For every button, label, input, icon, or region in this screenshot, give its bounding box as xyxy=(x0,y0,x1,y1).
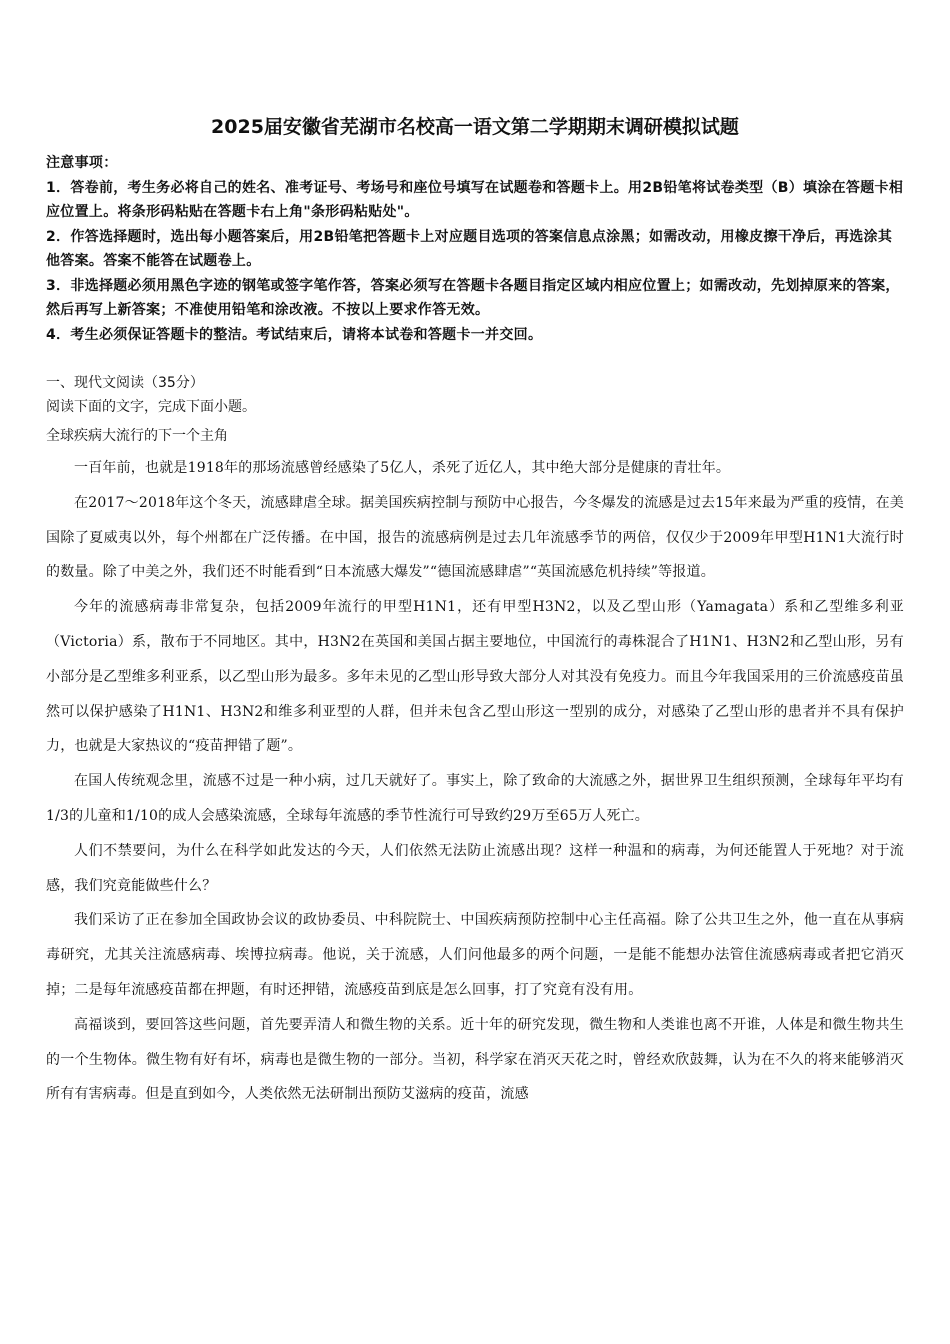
notice-block xyxy=(46,151,904,347)
article-paragraph: 在2017～2018年这个冬天，流感肆虐全球。据美国疾病控制与预防中心报告，今冬爆发的流感是过去15年来最为严重的疫情，在美国除了夏威夷以外，每个州都在广泛传播。在中国，报告的流感病例是过去几年流感季节的两倍，仅仅少于2009年甲型H1N1大流行时的数量。除了中美之外，我们还不时能看到“日本流感大爆发”“德国流感肆虐”“英国流感危机持续”等报道。 xyxy=(46,494,904,581)
reading-section xyxy=(46,371,904,419)
article-body xyxy=(46,451,904,1112)
article-paragraph: 一百年前，也就是1918年的那场流感曾经感染了5亿人，杀死了近亿人，其中绝大部分是健康的青壮年。 xyxy=(74,460,731,476)
article-paragraph: 人们不禁要问，为什么在科学如此发达的今天，人们依然无法防止流感出现？这样一种温和的病毒，为何还能置人于死地？对于流感，我们究竟能做些什么？ xyxy=(46,842,904,894)
notice-item: 1．答卷前，考生务必将自己的姓名、准考证号、考场号和座位号填写在试题卷和答题卡上。用2B铅笔将试卷类型（B）填涂在答题卡相应位置上。将条形码粘贴在答题卡右上角"条形码粘贴处"。 xyxy=(46,179,904,220)
notice-heading: 注意事项： xyxy=(46,155,118,171)
article-paragraph: 高福谈到，要回答这些问题，首先要弄清人和微生物的关系。近十年的研究发现，微生物和人类谁也离不开谁，人体是和微生物共生的一个生物体。微生物有好有坏，病毒也是微生物的一部分。当初，科学家在消灭天花之时，曾经欢欣鼓舞，认为在不久的将来能够消灭所有有害病毒。但是直到如今，人类依然无法研制出预防艾滋病的疫苗，流感 xyxy=(46,1016,904,1103)
section-title: 一、现代文阅读（35分） xyxy=(46,375,204,391)
notice-item: 3．非选择题必须用黑色字迹的钢笔或签字笔作答，答案必须写在答题卡各题目指定区域内相应位置上；如需改动，先划掉原来的答案，然后再写上新答案；不准使用铅笔和涂改液。不按以上要求作答无效。 xyxy=(46,277,900,318)
document-title: 2025届安徽省芜湖市名校高一语文第二学期期末调研模拟试题 xyxy=(211,116,739,138)
notice-item: 4．考生必须保证答题卡的整洁。考试结束后，请将本试卷和答题卡一并交回。 xyxy=(46,326,543,343)
notice-item: 2．作答选择题时，选出每小题答案后，用2B铅笔把答题卡上对应题目选项的答案信息点涂黑；如需改动，用橡皮擦干净后，再选涂其他答案。答案不能答在试题卷上。 xyxy=(46,228,893,269)
section-instruction: 阅读下面的文字，完成下面小题。 xyxy=(46,399,256,415)
article-title: 全球疾病大流行的下一个主角 xyxy=(46,428,228,444)
article-paragraph: 在国人传统观念里，流感不过是一种小病，过几天就好了。事实上，除了致命的大流感之外，据世界卫生组织预测，全球每年平均有1/3的儿童和1/10的成人会感染流感，全球每年流感的季节性流行可导致约29万至65万人死亡。 xyxy=(46,773,904,824)
article-paragraph: 今年的流感病毒非常复杂，包括2009年流行的甲型H1N1，还有甲型H3N2，以及乙型山形（Yamagata）系和乙型维多利亚（Victoria）系，散布于不同地区。其中，H3N2在英国和美国占据主要地位，中国流行的毒株混合了H1N1、H3N2和乙型山形，另有小部分是乙型维多利亚系，以乙型山形为最多。多年未见的乙型山形导致大部分人对其没有免疫力。而且今年我国采用的三价流感疫苗虽然可以保护感染了H1N1、H3N2和维多利亚型的人群，但并未包含乙型山形这一型别的成分，对感染了乙型山形的患者并不具有保护力，也就是大家热议的“疫苗押错了题”。 xyxy=(46,599,904,755)
article-paragraph: 我们采访了正在参加全国政协会议的政协委员、中科院院士、中国疾病预防控制中心主任高福。除了公共卫生之外，他一直在从事病毒研究，尤其关注流感病毒、埃博拉病毒。他说，关于流感，人们问他最多的两个问题，一是能不能想办法管住流感病毒或者把它消灭掉；二是每年流感疫苗都在押题，有时还押错，流感疫苗到底是怎么回事，打了究竟有没有用。 xyxy=(46,912,904,998)
